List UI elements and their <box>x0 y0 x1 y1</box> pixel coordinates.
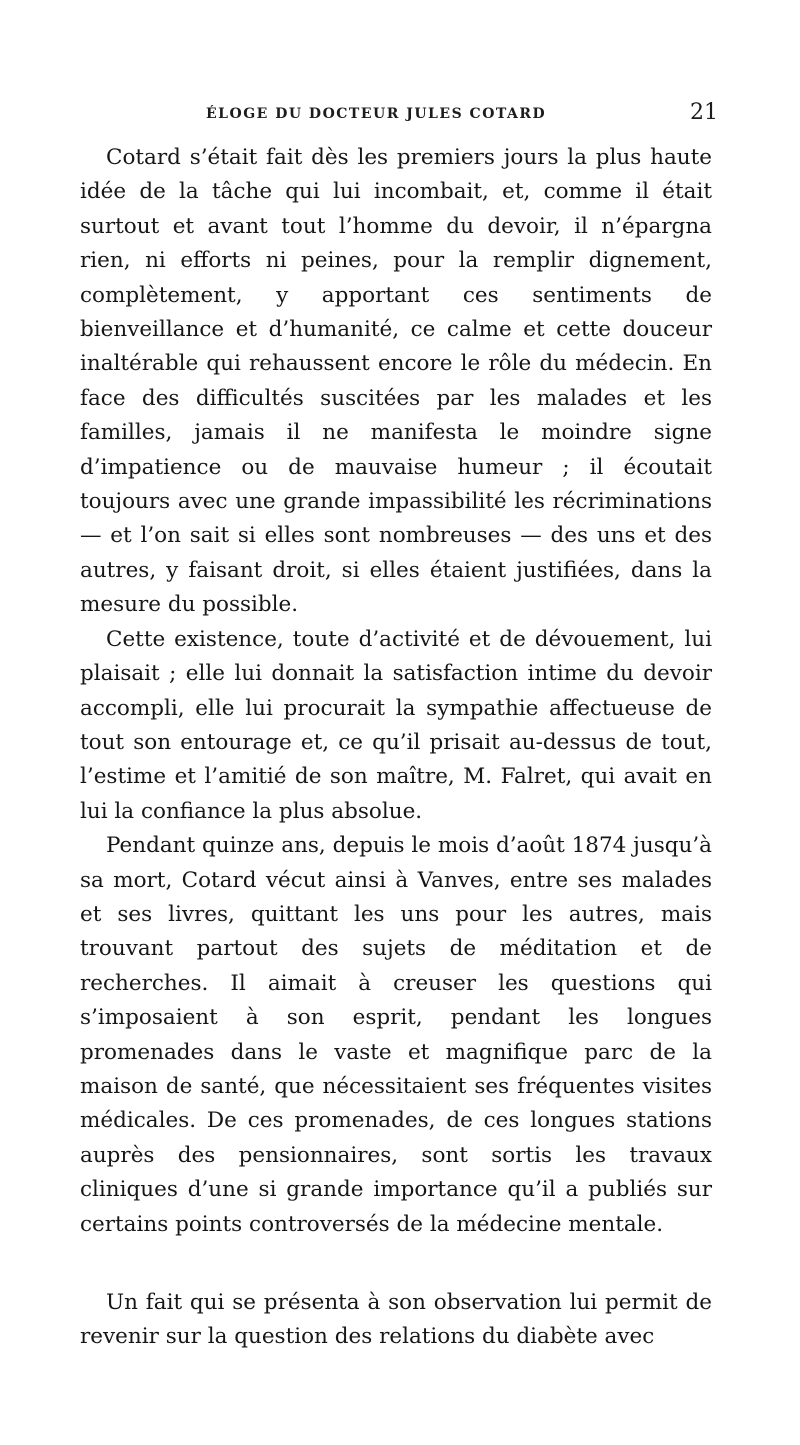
body-text <box>80 141 712 1355</box>
running-header <box>70 100 718 130</box>
paragraph-4: Un fait qui se présenta à son observation lui permit de revenir sur la question des relations du diabète avec <box>80 1290 712 1350</box>
paragraph-1: Cotard s’était fait dès les premiers jours la plus haute idée de la tâche qui lui incombait, et, comme il était surtout et avant tout l’homme du devoir, il n’épargna rien, ni efforts ni peines, pour la remplir dignement, complètement, y apportant ces sentiments de bienveillance et d’humanité, ce calme et cette douceur inaltérable qui rehaussent encore le rôle du médecin. En face des difficultés suscitées par les malades et les familles, jamais il ne manifesta le moindre signe d’impatience ou de mauvaise humeur ; il écoutait toujours avec une grande impassibilité les récriminations — et l’on sait si elles sont nombreuses — des uns et des autres, y faisant droit, si elles étaient justifiées, dans la mesure du possible. <box>80 145 712 618</box>
running-title: ÉLOGE DU DOCTEUR JULES COTARD <box>206 106 547 122</box>
paragraph-2: Cette existence, toute d’activité et de dévouement, lui plaisait ; elle lui donnait la satisfaction intime du devoir accompli, elle lui procurait la sympathie affectueuse de tout son entourage et, ce qu’il prisait au-dessus de tout, l’estime et l’amitié de son maître, M. Falret, qui avait en lui la confiance la plus absolue. <box>80 626 712 824</box>
page-number: 21 <box>690 100 718 125</box>
paragraph-3: Pendant quinze ans, depuis le mois d’août 1874 jusqu’à sa mort, Cotard vécut ainsi à Vanves, entre ses malades et ses livres, quittant les uns pour les autres, mais trouvant partout des sujets de méditation et de recherches. Il aimait à creuser les questions qui s’imposaient à son esprit, pendant les longues promenades dans le vaste et magnifique parc de la maison de santé, que nécessitaient ses fréquentes visites médicales. De ces promenades, de ces longues stations auprès des pensionnaires, sont sortis les travaux cliniques d’une si grande importance qu’il a publiés sur certains points controversés de la médecine mentale. <box>80 833 712 1237</box>
